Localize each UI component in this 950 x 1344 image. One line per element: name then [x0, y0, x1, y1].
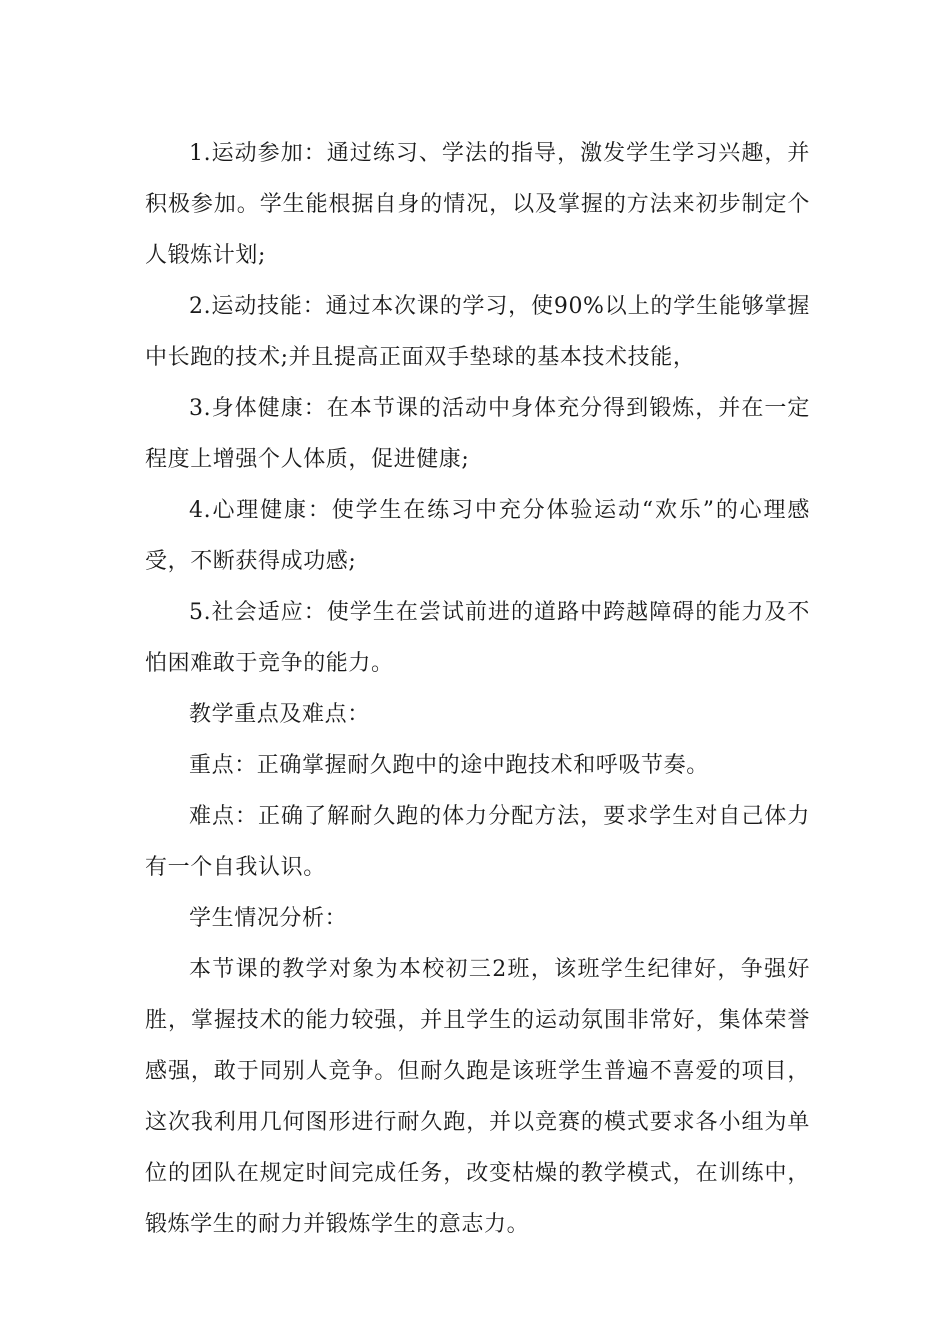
- paragraph-key-point: 重点：正确掌握耐久跑中的途中跑技术和呼吸节奏。: [189, 753, 709, 778]
- paragraph-goal-social: 5.社会适应：使学生在尝试前进的道路中跨越障碍的能力及不怕困难敢于竞争的能力。: [145, 600, 810, 676]
- paragraph-goal-mental-health: 4.心理健康：使学生在练习中充分体验运动“欢乐”的心理感受，不断获得成功感;: [145, 498, 810, 574]
- heading-key-points: 教学重点及难点：: [189, 702, 370, 727]
- paragraph-difficult-point: 难点：正确了解耐久跑的体力分配方法，要求学生对自己体力有一个自我认识。: [145, 804, 810, 880]
- paragraph-goal-participation: 1.运动参加：通过练习、学法的指导，激发学生学习兴趣，并积极参加。学生能根据自身的情况，以及掌握的方法来初步制定个人锻炼计划;: [145, 141, 810, 268]
- heading-student-analysis: 学生情况分析：: [189, 906, 348, 931]
- paragraph-goal-health: 3.身体健康：在本节课的活动中身体充分得到锻炼，并在一定程度上增强个人体质，促进健康;: [145, 396, 810, 472]
- document-body: [145, 128, 810, 1250]
- paragraph-student-analysis: 本节课的教学对象为本校初三2班，该班学生纪律好，争强好胜，掌握技术的能力较强，并且学生的运动氛围非常好，集体荣誉感强，敢于同别人竞争。但耐久跑是该班学生普遍不喜爱的项目，这次我利用几何图形进行耐久跑，并以竞赛的模式要求各小组为单位的团队在规定时间完成任务，改变枯燥的教学模式，在训练中，锻炼学生的耐力并锻炼学生的意志力。: [145, 957, 810, 1237]
- paragraph-goal-skills: 2.运动技能：通过本次课的学习，使90%以上的学生能够掌握中长跑的技术;并且提高正面双手垫球的基本技术技能，: [145, 294, 810, 370]
